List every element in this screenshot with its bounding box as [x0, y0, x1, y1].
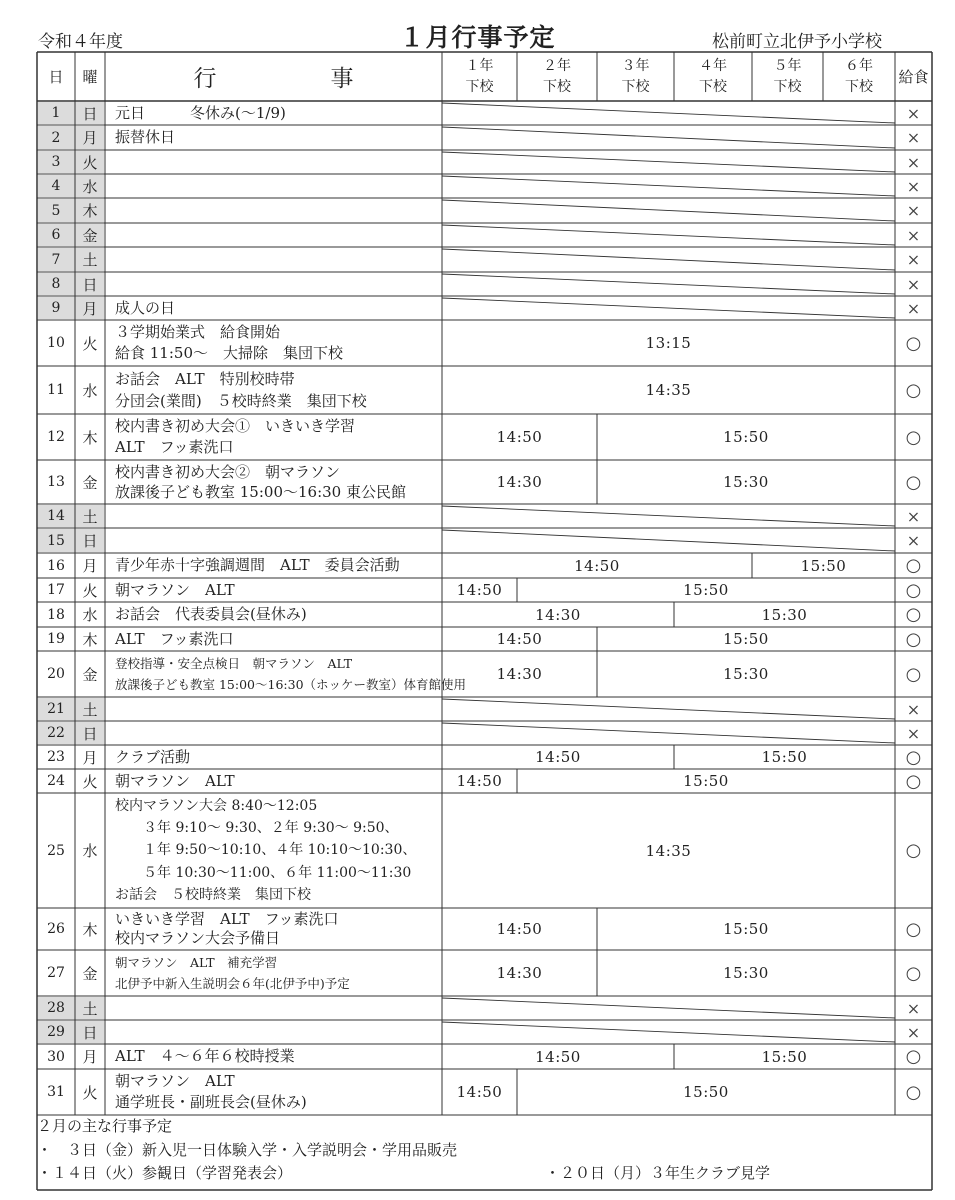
weekday: 月	[82, 557, 98, 575]
day-number: 29	[47, 1024, 65, 1040]
lunch-mark: ○	[905, 555, 922, 576]
day-number: 25	[47, 842, 65, 859]
day-number: 8	[51, 276, 61, 292]
dismissal-time: 14:50	[496, 920, 543, 938]
day-number: 16	[47, 557, 65, 574]
event-text: 登校指導・安全点検日 朝マラソン ALT	[115, 656, 353, 671]
holiday-strike-line	[442, 225, 895, 245]
dismissal-time: 15:30	[761, 605, 808, 624]
day-number: 20	[47, 666, 65, 682]
event-text: 青少年赤十字強調週間 ALT 委員会活動	[115, 556, 400, 574]
event-text: ALT フッ素洗口	[115, 630, 234, 648]
dismissal-time: 14:30	[496, 964, 543, 982]
weekday: 火	[82, 581, 98, 600]
lunch-mark: ○	[905, 1046, 922, 1067]
event-text: 通学班長・副班長会(昼休み)	[115, 1093, 307, 1111]
event-text: 北伊予中新入生説明会６年(北伊予中)予定	[115, 976, 350, 991]
lunch-mark: ×	[906, 152, 921, 172]
lunch-mark: ○	[905, 579, 922, 601]
day-number: 14	[47, 508, 65, 524]
event-text: 元日 冬休み(～1/9)	[115, 104, 286, 122]
grade-6-header-bottom: 下校	[845, 79, 873, 95]
dismissal-time: 15:50	[723, 428, 769, 446]
lunch-mark: ×	[906, 506, 921, 526]
day-number: 28	[47, 1000, 65, 1016]
grade-6-header-top: ６年	[845, 58, 873, 74]
event-text: 朝マラソン ALT	[115, 581, 235, 599]
lunch-mark: ×	[906, 298, 921, 318]
dismissal-time: 14:50	[456, 1083, 503, 1101]
holiday-strike-line	[442, 723, 895, 743]
event-text: 放課後子ども教室 15:00～16:30 東公民館	[115, 483, 406, 501]
event-text: お話会 ５校時終業 集団下校	[115, 886, 311, 903]
day-number: 3	[51, 154, 61, 170]
day-number: 26	[47, 921, 65, 937]
footer-line-1: ・ ３日（金）新入児一日体験入学・入学説明会・学用品販売	[37, 1141, 458, 1159]
holiday-strike-line	[442, 1022, 895, 1042]
weekday: 日	[82, 724, 98, 743]
school-name: 松前町立北伊予小学校	[712, 32, 882, 52]
event-text: 給食 11:50～ 大掃除 集団下校	[115, 344, 343, 362]
page-title: １月行事予定	[399, 23, 556, 52]
day-number: 22	[47, 725, 65, 741]
event-text: ３学期始業式 給食開始	[115, 323, 281, 341]
holiday-strike-line	[442, 699, 895, 719]
footer-title: ２月の主な行事予定	[37, 1117, 173, 1135]
lunch-mark: ○	[905, 471, 922, 493]
event-text: 振替休日	[115, 128, 176, 146]
event-text: 成人の日	[115, 299, 176, 317]
weekday: 月	[82, 299, 98, 318]
weekday: 土	[82, 251, 98, 269]
dismissal-time: 15:50	[761, 1047, 808, 1066]
holiday-strike-line	[442, 274, 895, 294]
day-number: 21	[47, 701, 65, 717]
event-text: 校内書き初め大会① いきいき学習	[115, 417, 356, 435]
dismissal-time: 15:50	[761, 748, 808, 766]
dismissal-time: 14:50	[456, 581, 503, 599]
event-text: 校内マラソン大会予備日	[115, 929, 281, 947]
holiday-strike-line	[442, 249, 895, 270]
lunch-mark: ×	[906, 274, 921, 294]
day-number: 6	[51, 227, 61, 243]
lunch-mark: ○	[905, 379, 922, 401]
weekday: 日	[82, 532, 98, 550]
day-number: 5	[51, 202, 61, 219]
dismissal-time: 15:50	[683, 772, 729, 790]
year-label: 令和４年度	[38, 32, 123, 52]
event-text: 校内マラソン大会 8:40～12:05	[115, 798, 318, 814]
weekday: 水	[82, 842, 98, 860]
lunch-mark: ○	[905, 840, 922, 861]
dismissal-time: 14:50	[574, 556, 620, 575]
dismissal-time: 15:50	[683, 581, 729, 599]
event-text: いきいき学習 ALT フッ素洗口	[115, 910, 339, 928]
col-event-header-b: 事	[330, 66, 354, 92]
lunch-mark: ×	[906, 250, 921, 269]
dismissal-time: 14:30	[535, 605, 581, 624]
grade-1-header-bottom: 下校	[465, 79, 494, 95]
lunch-mark: ×	[906, 699, 921, 719]
event-text: 校内書き初め大会② 朝マラソン	[115, 463, 341, 481]
day-number: 4	[51, 178, 61, 194]
day-number: 13	[47, 474, 65, 490]
lunch-mark: ○	[905, 332, 922, 354]
weekday: 火	[82, 772, 98, 791]
dismissal-time: 14:50	[496, 428, 543, 446]
weekday: 金	[82, 964, 98, 983]
grade-4-header-top: ４年	[699, 58, 727, 74]
lunch-mark: ×	[906, 1022, 921, 1042]
dismissal-time: 15:50	[723, 920, 769, 938]
day-number: 23	[47, 749, 65, 765]
event-text: ５年 10:30～11:00、６年 11:00～11:30	[115, 864, 412, 881]
weekday: 火	[82, 1083, 98, 1102]
weekday: 水	[82, 177, 98, 196]
grade-1-header-top: １年	[465, 58, 494, 74]
holiday-strike-line	[442, 127, 895, 148]
dismissal-time: 14:50	[496, 630, 543, 648]
weekday: 木	[82, 920, 98, 939]
dismissal-time: 14:35	[645, 841, 692, 860]
day-number: 30	[47, 1048, 65, 1065]
event-text: 朝マラソン ALT	[115, 1072, 235, 1090]
day-number: 27	[47, 965, 65, 981]
dismissal-time: 14:50	[535, 1047, 581, 1066]
grade-5-header-top: ５年	[773, 58, 802, 74]
lunch-mark: ○	[905, 918, 922, 940]
day-number: 11	[47, 382, 65, 398]
weekday: 金	[82, 226, 98, 245]
lunch-mark: ×	[906, 103, 921, 123]
grade-3-header-bottom: 下校	[621, 79, 650, 95]
dismissal-time: 15:50	[683, 1083, 729, 1101]
dismissal-time: 15:50	[800, 556, 847, 575]
day-number: 19	[47, 631, 65, 647]
holiday-strike-line	[442, 103, 895, 123]
event-text: 分団会(業間) ５校時終業 集団下校	[115, 392, 367, 410]
dismissal-time: 14:30	[496, 665, 543, 683]
lunch-mark: ○	[905, 746, 922, 768]
dismissal-time: 15:50	[723, 630, 769, 648]
lunch-mark: ○	[905, 426, 922, 448]
holiday-strike-line	[442, 998, 895, 1018]
weekday: 日	[82, 104, 98, 123]
day-number: 24	[47, 773, 65, 789]
weekday: 木	[82, 630, 98, 649]
event-text: お話会 代表委員会(昼休み)	[115, 605, 307, 623]
dismissal-time: 15:30	[723, 964, 769, 982]
grade-4-header-bottom: 下校	[699, 79, 727, 95]
event-text: ALT ４～６年６校時授業	[115, 1047, 295, 1065]
weekday: 金	[82, 665, 98, 684]
day-number: 31	[47, 1084, 65, 1100]
day-number: 12	[47, 429, 65, 445]
day-number: 7	[51, 251, 61, 268]
holiday-strike-line	[442, 530, 895, 551]
event-text: ALT フッ素洗口	[115, 438, 234, 456]
weekday: 木	[82, 428, 98, 447]
dismissal-time: 15:30	[723, 665, 769, 683]
day-number: 10	[47, 335, 65, 351]
footer-line-3: ・２０日（月）３年生クラブ見学	[545, 1164, 771, 1182]
dismissal-time: 14:50	[535, 748, 581, 766]
lunch-mark: ×	[906, 998, 921, 1018]
grade-5-header-bottom: 下校	[773, 79, 802, 95]
holiday-strike-line	[442, 152, 895, 172]
col-weekday-header: 曜	[82, 68, 98, 86]
dismissal-time: 13:15	[645, 334, 692, 352]
day-number: 2	[51, 129, 61, 146]
event-text: １年 9:50～10:10、４年 10:10～10:30、	[115, 842, 417, 859]
lunch-mark: ○	[905, 604, 922, 625]
col-day-header: 日	[48, 68, 64, 86]
grade-3-header-top: ３年	[621, 58, 650, 74]
lunch-mark: ○	[905, 663, 922, 685]
footer-line-2: ・１４日（火）参観日（学習発表会）	[37, 1164, 293, 1182]
weekday: 月	[82, 748, 98, 767]
lunch-mark: ×	[906, 201, 921, 220]
weekday: 木	[82, 202, 98, 220]
holiday-strike-line	[442, 506, 895, 526]
day-number: 1	[51, 105, 61, 121]
lunch-mark: ○	[905, 962, 922, 984]
weekday: 火	[82, 153, 98, 172]
dismissal-time: 14:30	[496, 473, 543, 491]
weekday: 金	[82, 473, 98, 492]
event-text: ３年 9:10～ 9:30、２年 9:30～ 9:50、	[115, 820, 399, 837]
weekday: 月	[82, 1048, 98, 1066]
event-text: クラブ活動	[115, 748, 191, 766]
lunch-mark: ×	[906, 176, 921, 196]
lunch-mark: ×	[906, 128, 921, 147]
holiday-strike-line	[442, 176, 895, 196]
col-lunch-header: 給食	[898, 68, 929, 86]
lunch-mark: ○	[905, 770, 922, 792]
weekday: 水	[82, 381, 98, 400]
weekday: 水	[82, 606, 98, 624]
weekday: 日	[82, 275, 98, 294]
lunch-mark: ×	[906, 723, 921, 743]
day-number: 17	[47, 582, 65, 598]
weekday: 火	[82, 334, 98, 353]
dismissal-time: 15:30	[723, 473, 769, 491]
weekday: 土	[82, 507, 98, 526]
grade-2-header-bottom: 下校	[543, 79, 571, 95]
event-text: 朝マラソン ALT	[115, 772, 235, 790]
day-number: 18	[47, 606, 65, 623]
lunch-mark: ○	[905, 628, 922, 650]
weekday: 日	[82, 1023, 98, 1042]
holiday-strike-line	[442, 200, 895, 221]
col-event-header-a: 行	[193, 66, 217, 92]
day-number: 9	[51, 300, 61, 316]
event-text: 放課後子ども教室 15:00～16:30（ホッケー教室）体育館使用	[115, 677, 467, 692]
weekday: 土	[82, 700, 98, 719]
lunch-mark: ×	[906, 531, 921, 550]
lunch-mark: ×	[906, 225, 921, 245]
event-text: 朝マラソン ALT 補充学習	[115, 955, 278, 970]
lunch-mark: ○	[905, 1081, 922, 1103]
weekday: 土	[82, 999, 98, 1018]
dismissal-time: 14:35	[645, 381, 692, 399]
day-number: 15	[47, 532, 65, 549]
dismissal-time: 14:50	[456, 772, 503, 790]
event-text: お話会 ALT 特別校時帯	[115, 370, 295, 388]
grade-2-header-top: ２年	[543, 58, 571, 74]
holiday-strike-line	[442, 298, 895, 318]
weekday: 月	[82, 129, 98, 147]
